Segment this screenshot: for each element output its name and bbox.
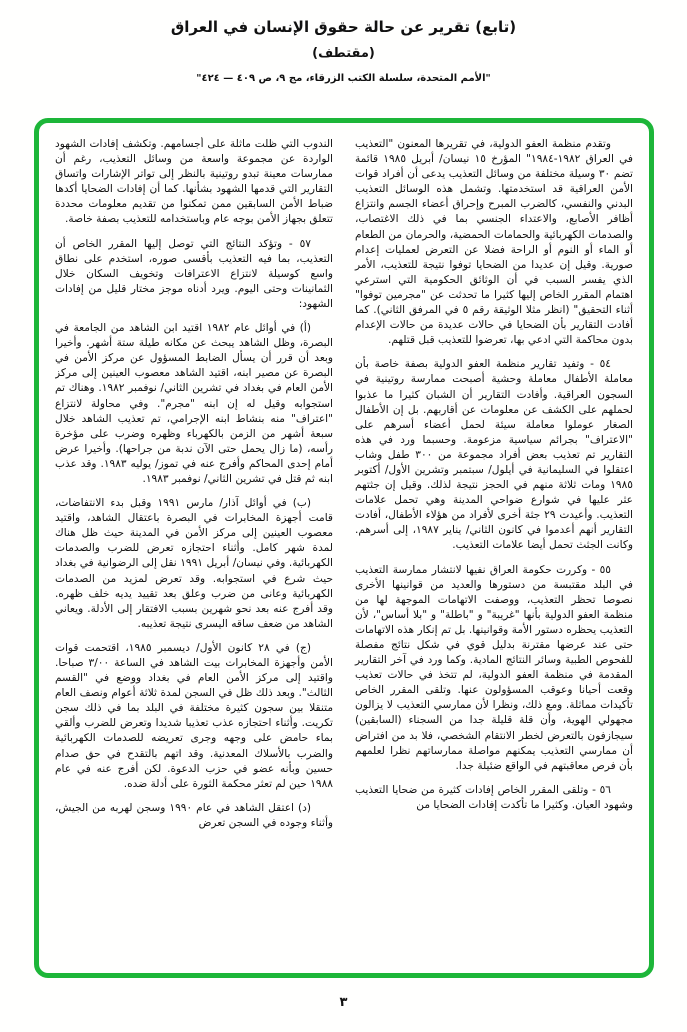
report-subtitle: (مقتطف) (312, 46, 375, 61)
paragraph-54: ٥٤ - وتفيد تقارير منظمة العفو الدولية بصفة خاصة بأن معاملة الأطفال معاملة وحشية أصبحت ممارسة روتينية في السجون العراقية. وأفادت التقارير أن الشبان كثيرا ما عذبوا لحملهم على الكشف عن معلومات عن أقاربهم. بل إن الأطفال الصغار عوملوا معاملة سيئة لحمل أعضاء أسرهم على "الاعتراف" بجرائم سياسية مزعومة. وحسبما ورد في هذه التقارير تم تعذيب بعض أفراد مجموعة من ٣٠٠ طفل وشاب اعتقلوا في السليمانية في أيلول/ سبتمبر وتشرين الأول/ أكتوبر ١٩٨٥ ومات ثلاثة منهم في الحجز نتيجة لذلك. وقيل إن جثتهم عثر عليها في شوارع ضواحي المدينة وهي تحمل علامات التعذيب. وأعيدت ٢٩ جثة أخرى لأفراد من هؤلاء الأطفال، أفادت التقارير أنهم أعدموا في كانون الثاني/ يناير ١٩٨٧، إلى أسرهم. وكانت الجثث تحمل أيضا علامات التعذيب. (355, 358, 633, 552)
green-content-frame (34, 118, 654, 978)
paragraph-witness-c: (ج) في ٢٨ كانون الأول/ ديسمبر ١٩٨٥، اقتحمت قوات الأمن وأجهزة المخابرات بيت الشاهد في الساعة ٣/٠٠ صباحا. واقتيد إلى مركز الأمن العام في بغداد ووضع في "القسم الثالث". وبعد ذلك ظل في السجن لمدة ثلاثة أعوام ونصف العام متنقلا بين سجون كثيرة مختلفة في البلد بما في ذلك سجن تكريت. وأثناء احتجازه عذب تعذيبا شديدا وتعرض للضرب وألقي بماء حامض على وجهه وجرى تعريضه للصدمات الكهربائية والضرب بالأسلاك المعدنية. وقد اتهم بالتقدح في حق صدام حسين وبأنه عضو في حزب الدعوة. لكن أفرج عنه في عام ١٩٨٨ حين لم تعثر محكمة الثورة على أدلة ضده. (55, 641, 333, 790)
two-column-layout (55, 137, 633, 961)
paragraph-55: ٥٥ - وكررت حكومة العراق نفيها لانتشار ممارسة التعذيب في البلد مقتبسة من دستورها والعديد من قوانينها الأخرى نصوصا تحظر التعذيب، ووصفت الاتهامات الموجهة لها من منظمة العفو الدولية بأنها "غريبة" و "باطلة" و "بلا أساس"، لأن التعذيب يحظره دستور الأمة وقوانينها. بل تم إنكار هذه الاتهامات حتى عند عرضها مقترنة بدليل قوي في شكل نتائج مفصلة للفحوص الطبية وسائر النتائج المادية. وكما ورد في آخر التقارير المقدمة في منظمة العفو الدولية، لم تتخذ في حالات تعذيب وقعت أحيانا وعوقب المسؤولون عنها. وتلقى المقرر الخاص تأكيدات مماثلة. ومع ذلك، ونظرا لأن ممارسي التعذيب لا يزالون مجهولي الهوية، وأن قلة قليلة جدا من السجناء (السابقين) سيجازفون بالتعرض لخطر الانتقام الشخصي، فلا بد من افتراض أن ممارسي التعذيب يمكنهم مواصلة ممارساتهم نظرا لعلمهم بأن فرص معاقبتهم في الواقع ضئيلة جدا. (355, 563, 633, 772)
paragraph-continuation: الندوب التي ظلت ماثلة على أجسامهم. وتكشف إفادات الشهود الواردة عن مجموعة واسعة من وسائل التعذيب، رغم أن ممارسات معينة تبدو روتينية بالنظر إلى تواتر الإشارات واتساق التقارير التي قدمها الشهود بشأنها. كما أن إفادات الضحايا أكدها ضباط الأمن السابقين ممن تمكنوا من تقديم معلومات محددة تتعلق بجهاز الأمن بوجه عام وباستخدامه للتعذيب بصفة خاصة. (55, 138, 333, 226)
left-column (55, 137, 333, 961)
source-citation: "الأمم المتحدة، سلسلة الكتب الزرقاء، مج ٩، ص ٤٠٩ — ٤٢٤" (196, 73, 491, 84)
paragraph-witness-d: (د) اعتقل الشاهد في عام ١٩٩٠ وسجن لهربه من الجيش، وأثناء وجوده في السجن تعرض (55, 801, 333, 829)
paragraph-57: ٥٧ - وتؤكد النتائج التي توصل إليها المقرر الخاص أن التعذيب، بما فيه التعذيب بأقسى صوره، استخدم على نطاق واسع كوسيلة لانتزاع الاعترافات وتخويف السكان خلال الثمانينات وحتى اليوم. ويرد أدناه موجز مختار قليل من إفادات الشهود: (55, 237, 333, 310)
paragraph-amnesty-report: وتقدم منظمة العفو الدولية، في تقريرها المعنون "التعذيب في العراق ١٩٨٢-١٩٨٤" المؤرخ ١٥ نيسان/ أبريل ١٩٨٥ قائمة تضم ٣٠ وسيلة مختلفة من وسائل التعذيب يدعى أن أفراد قوات الأمن العراقية قد استخدمتها. وتشمل هذه الوسائل التعذيب البدني والنفسي، كالضرب المبرح وإحراق أعضاء الجسم وانتزاع أظافر الأصابع، والاعتداء الجنسي بما في ذلك الاغتصاب، والصدمات الكهربائية والحمامات الحمضية، والحرمان من الطعام أو الماء أو النوم أو الراحة فضلا عن التعرض لعمليات إعدام صورية. وقيل إن عديدا من الضحايا توفوا نتيجة للتعذيب، الأمر الذي يفسر السبب في أن الوثائق الحكومية التي استرعي اهتمام المقرر الخاص إليها كثيرا ما تحدثت عن "مجرمين توفوا" أثناء التحقيق" (انظر مثلا الوثيقة رقم ٥ في المرفق الثاني). كما أفادت التقارير بأن الضحايا في حالات عديدة من حالات الإعدام بدون محاكمة التي ادعي بها، تعرضوا للتعذيب قبل قتلهم. (355, 138, 633, 347)
paragraph-witness-a: (أ) في أوائل عام ١٩٨٢ اقتيد ابن الشاهد من الجامعة في البصرة، وظل الشاهد يبحث عن مكانه طيلة ستة أشهر. وأخيرا وبعد أن قرر أن يسأل الضابط المسؤول عن مركز الأمن في البصرة عن مصير ابنه، اقتيد الشاهد معصوب العينين إلى مركز الأمن العام في بغداد في تشرين الثاني/ نوفمبر ١٩٨٢. وهناك تم استجوابه وقيل له إن ابنه "مجرم". وفي محاولة لانتزاع "اعتراف" منه بنشاط ابنه الإجرامي، تم تعذيب الشاهد خلال سبعة أشهر من الزمن بالكهرباء وظهره وضرب على مؤخرة رأسه، (ما زال يحمل حتى الآن ندبة من جراحها). وأخيرا عرض أمام إحدى المحاكم وأفرج عنه في تموز/ يوليه ١٩٨٣. وقد عذب ابنه ثم قتل في تشرين الثاني/ نوفمبر ١٩٨٣. (55, 322, 333, 485)
document-header (0, 18, 687, 84)
paragraph-56: ٥٦ - وتلقى المقرر الخاص إفادات كثيرة من ضحايا التعذيب وشهود العيان. وكثيرا ما تأكدت إفادات الضحايا من (355, 783, 633, 811)
paragraph-witness-b: (ب) في أوائل آذار/ مارس ١٩٩١ وقبل بدء الانتفاضات، قامت أجهزة المخابرات في البصرة باعتقال الشاهد، واقتيد معصوب العينين إلى مركز الأمن في المدينة حيث ظل هناك لمدة شهر كامل. وأثناء احتجازه تعرض للضرب والصدمات الكهربائية. وفي نيسان/ أبريل ١٩٩١ نقل إلى الرضوانية في بغداد حيث شرع في استجوابه. وقد تعرض لمزيد من الصدمات الكهربائية وعانى من ضرب وعلق بعد تقييد يديه خلف ظهره. وقد أفرج عنه بعد نحو شهرين بسبب الافتقار إلى الأدلة. ويعاني الشاهد من ضعف ساقه اليسرى نتيجة تعذيبه. (55, 497, 333, 630)
right-column (355, 137, 633, 961)
report-title: (تابع) تقرير عن حالة حقوق الإنسان في العراق (170, 18, 517, 36)
page-number: ٣ (339, 995, 348, 1010)
